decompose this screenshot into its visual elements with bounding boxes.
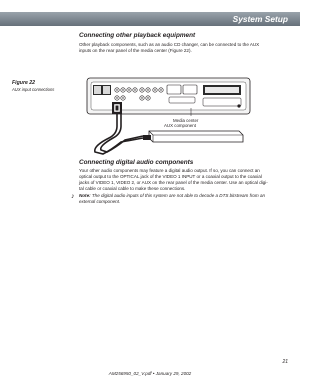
figure-label: Figure 22	[12, 80, 36, 86]
note-label: Note:	[79, 193, 91, 198]
paragraph-line: jacks of VIDEO 1, VIDEO 2, or AUX on the rear panel of the media center. Use an optical digi-	[79, 179, 268, 185]
note-text: The digital audio inputs of this system are not able to decode a DTS bitstream from an	[90, 193, 266, 198]
rca-plugs	[112, 102, 122, 114]
paragraph-other-playback	[79, 42, 289, 54]
aux-connection-diagram	[79, 76, 259, 156]
paragraph-line: tal cable or coaxial cable to make these connections.	[79, 185, 186, 191]
paragraph-line: Your other audio components may feature a digital audio output. If so, you can connect an	[79, 168, 260, 173]
aux-component-label: AUX component	[164, 123, 196, 128]
note-line: external component.	[79, 198, 121, 204]
paragraph-line: optical output to the OPTICAL jack of the VIDEO 1 INPUT or a coaxial output to the coaxial	[79, 173, 262, 179]
paragraph-line: inputs on the rear panel of the media center (Figure 22).	[79, 47, 192, 53]
media-center-label: Media center	[173, 118, 199, 123]
section-title: System Setup	[232, 14, 288, 24]
footer-text: AM256950_02_V.pdf • January 29, 2002	[108, 371, 192, 376]
note-block	[71, 193, 289, 205]
heading-other-playback: Connecting other playback equipment	[79, 32, 196, 39]
aux-component-illustration	[143, 131, 243, 142]
media-center-illustration	[87, 78, 250, 114]
section-header-bar	[0, 12, 300, 26]
paragraph-digital-audio	[79, 168, 289, 192]
page-number: 21	[282, 359, 288, 365]
music-note-icon: ♪	[71, 193, 75, 200]
paragraph-line: Other playback components, such as an audio CD changer, can be connected to the AUX	[79, 42, 260, 47]
heading-digital-audio: Connecting digital audio components	[79, 159, 194, 166]
figure-caption: AUX input connections	[12, 87, 55, 92]
